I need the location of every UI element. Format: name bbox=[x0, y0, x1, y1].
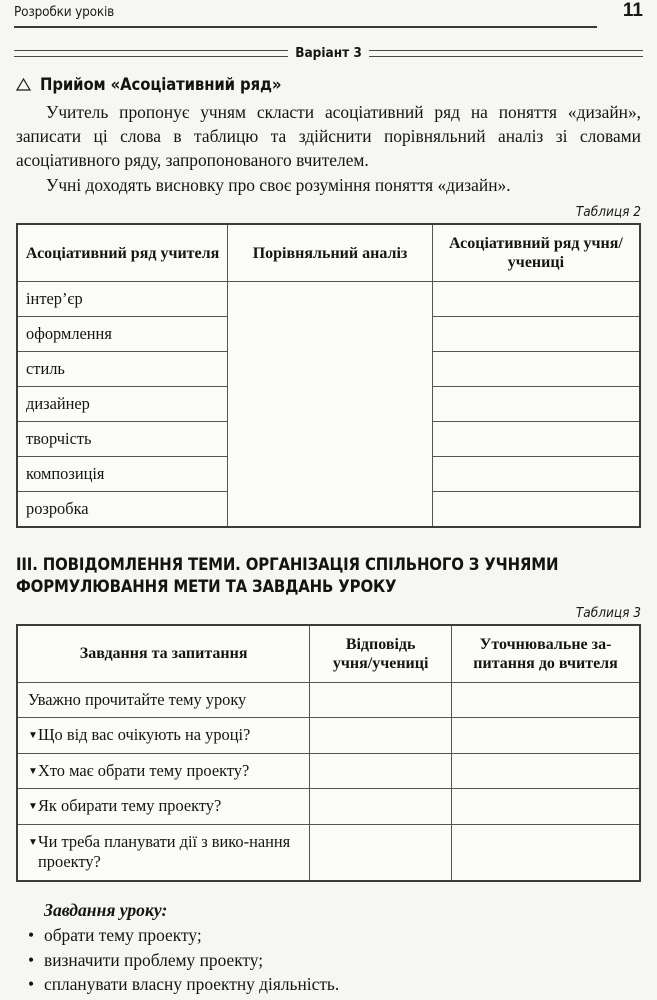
list-item bbox=[16, 923, 641, 948]
table3-question bbox=[17, 789, 310, 825]
table2-term: розробка bbox=[17, 492, 228, 528]
technique-paragraph-2: Учні доходять висновку про своє розуміння поняття «дизайн». bbox=[46, 175, 511, 196]
table2-analysis-cell[interactable] bbox=[228, 492, 433, 528]
table-row bbox=[17, 317, 640, 352]
table2-term: інтер’єр bbox=[17, 282, 228, 317]
table3-header-col3-line1: Уточнювальне за- bbox=[479, 635, 612, 653]
bullet-dot-icon: • bbox=[28, 949, 35, 970]
table3-answer-cell[interactable] bbox=[310, 789, 452, 825]
table-tasks-questions bbox=[16, 624, 641, 882]
table2-term: дизайнер bbox=[17, 387, 228, 422]
table-row bbox=[17, 718, 640, 754]
table2-analysis-cell[interactable] bbox=[228, 317, 433, 352]
table2-analysis-cell[interactable] bbox=[228, 352, 433, 387]
table2-student-cell[interactable] bbox=[432, 317, 640, 352]
table-associative-row bbox=[16, 223, 641, 528]
variant-rule-left bbox=[14, 50, 288, 57]
table3-question-text: Чи треба планувати дії з вико-нання проекту? bbox=[38, 831, 291, 872]
table-row bbox=[17, 753, 640, 789]
table2-header-row bbox=[17, 224, 640, 282]
table3-clarify-cell[interactable] bbox=[452, 789, 640, 825]
list-item-label: визначити проблему проекту; bbox=[44, 949, 264, 970]
table-row bbox=[17, 352, 640, 387]
table3-question bbox=[17, 718, 310, 754]
table2-student-cell[interactable] bbox=[432, 387, 640, 422]
bullet-dot-icon: • bbox=[28, 924, 35, 945]
table3-answer-cell[interactable] bbox=[310, 718, 452, 754]
table2-analysis-cell[interactable] bbox=[228, 457, 433, 492]
table2-header-col3: Асоціативний ряд учня/учениці bbox=[432, 224, 640, 282]
technique-paragraph-1: Учитель пропонує учням скласти асоціативний ряд на поняття «дизайн», записати ці слова в таблицю та здійснити порівняльний аналіз зі словами асоціативного ряду, запропонованого вчителем. bbox=[16, 102, 641, 171]
list-item-label: спланувати власну проектну діяльність. bbox=[44, 974, 340, 995]
triangle-bullet-icon: ▼ bbox=[28, 801, 38, 813]
table2-student-cell[interactable] bbox=[432, 457, 640, 492]
table3-header-col2-line2: учня/учениці bbox=[332, 654, 429, 672]
table2-student-cell[interactable] bbox=[432, 352, 640, 387]
table2-student-cell[interactable] bbox=[432, 492, 640, 528]
table2-term: оформлення bbox=[17, 317, 228, 352]
table-row bbox=[17, 789, 640, 825]
list-item bbox=[16, 948, 641, 973]
table3-question-text: Як обирати тему проекту? bbox=[38, 796, 222, 816]
table3-header-col3-line2: питання до вчителя bbox=[473, 654, 618, 672]
table3-header-col2-line1: Відповідь bbox=[345, 635, 416, 653]
triangle-bullet-icon: ▼ bbox=[28, 765, 38, 777]
triangle-outline-icon bbox=[16, 78, 31, 91]
table2-student-cell[interactable] bbox=[432, 282, 640, 317]
table3-clarify-cell[interactable] bbox=[452, 753, 640, 789]
header-rule bbox=[14, 26, 597, 28]
table3-clarify-cell[interactable] bbox=[452, 824, 640, 881]
list-item-label: обрати тему проекту; bbox=[44, 924, 202, 945]
variant-rule-right bbox=[369, 50, 643, 57]
table3-header-row bbox=[17, 625, 640, 683]
page-number: 11 bbox=[622, 0, 643, 21]
table2-header-col1: Асоціативний ряд учителя bbox=[17, 224, 228, 282]
table3-header-col2 bbox=[310, 625, 452, 683]
table3-question bbox=[17, 753, 310, 789]
table2-student-cell[interactable] bbox=[432, 422, 640, 457]
table3-answer-cell[interactable] bbox=[310, 753, 452, 789]
table3-question: Уважно прочитайте тему уроку bbox=[17, 682, 310, 718]
table3-answer-cell[interactable] bbox=[310, 682, 452, 718]
table2-term: композиція bbox=[17, 457, 228, 492]
table-row bbox=[17, 422, 640, 457]
lesson-tasks-title: Завдання уроку: bbox=[44, 899, 168, 920]
table2-caption: Таблиця 2 bbox=[575, 204, 641, 221]
table3-clarify-cell[interactable] bbox=[452, 682, 640, 718]
list-item bbox=[16, 972, 641, 997]
table3-question-text: Хто має обрати тему проекту? bbox=[38, 760, 250, 780]
lesson-tasks-list bbox=[16, 923, 641, 997]
table3-answer-cell[interactable] bbox=[310, 824, 452, 881]
table3-header-col1: Завдання та запитання bbox=[17, 625, 310, 683]
table3-caption: Таблиця 3 bbox=[575, 604, 641, 621]
table3-clarify-cell[interactable] bbox=[452, 718, 640, 754]
technique-heading-text: Прийом «Асоціативний ряд» bbox=[40, 75, 282, 94]
table2-term: стиль bbox=[17, 352, 228, 387]
variant-label: Варіант 3 bbox=[295, 45, 362, 61]
table2-analysis-cell[interactable] bbox=[228, 387, 433, 422]
technique-heading bbox=[16, 75, 643, 94]
bullet-dot-icon: • bbox=[28, 974, 35, 995]
table3-question-text: Що від вас очікують на уроці? bbox=[38, 725, 251, 745]
table2-term: творчість bbox=[17, 422, 228, 457]
table3-header-col3 bbox=[452, 625, 640, 683]
table-row bbox=[17, 824, 640, 881]
triangle-bullet-icon: ▼ bbox=[28, 836, 38, 848]
running-header bbox=[14, 0, 643, 36]
table2-analysis-cell[interactable] bbox=[228, 422, 433, 457]
table-row bbox=[17, 387, 640, 422]
section-3-heading: III. ПОВІДОМЛЕННЯ ТЕМИ. ОРГАНІЗАЦІЯ СПІЛЬНОГО З УЧНЯМИ ФОРМУЛЮВАННЯ МЕТИ ТА ЗАВДАНЬ УРОКУ bbox=[16, 555, 559, 596]
variant-divider bbox=[14, 45, 643, 61]
table-row bbox=[17, 682, 640, 718]
table-row bbox=[17, 457, 640, 492]
table-row bbox=[17, 492, 640, 528]
table3-question bbox=[17, 824, 310, 881]
running-header-title: Розробки уроків bbox=[14, 4, 115, 20]
table2-analysis-cell[interactable] bbox=[228, 282, 433, 317]
triangle-bullet-icon: ▼ bbox=[28, 730, 38, 742]
table2-header-col2: Порівняльний аналіз bbox=[228, 224, 433, 282]
table-row bbox=[17, 282, 640, 317]
